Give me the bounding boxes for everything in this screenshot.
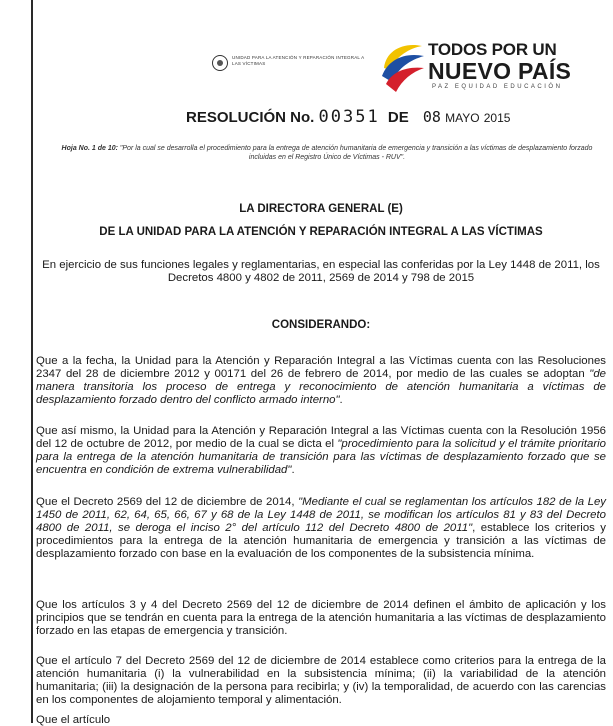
paragraph-2 <box>36 425 606 477</box>
resolution-day: 08 <box>422 108 441 126</box>
unit-name-text: UNIDAD PARA LA ATENCIÓN Y REPARACIÓN INTEGRAL A LAS VÍCTIMAS <box>232 55 365 66</box>
sheet-caption <box>48 144 606 162</box>
logo-line-2: NUEVO PAÍS <box>428 58 572 84</box>
sheet-text: "Por la cual se desarrolla el procedimiento para la entrega de atención humanitaria de emergencia y transición a las víctimas de desplazamiento forzado incluidas en el Registro Único de Víctimas - RUV". <box>119 145 593 161</box>
government-logo-icon <box>378 36 428 96</box>
preamble-paragraph: En ejercicio de sus funciones legales y reglamentarias, en especial las conferidas por la Ley 1448 de 2011, los Decretos 4800 y 4802 de 2011, 2569 de 2014 y 798 de 2015 <box>42 259 600 284</box>
paragraph-3-quote: "Mediante el cual se reglamentan los artículos 182 de la Ley 1450 de 2011, 62, 64, 65, 66, 67 y 68 de la Ley 1448 de 2011, se modifican los artículos 81 y 83 del Decreto 4800 de 2011, se deroga el inciso 2° del artículo 112 del Decreto 4800 de 2011" <box>36 496 606 534</box>
resolution-de-label: DE <box>387 109 409 126</box>
paragraph-5: Que el artículo 7 del Decreto 2569 del 12 de diciembre de 2014 establece como criterios para la entrega de la atención humanitaria (i) la vulnerabilidad en la subsistencia mínima; (ii) la variabilidad de la atención humanitaria; (iii) la designación de la persona para recibirla; y (iv) la temporalidad, de acuerdo con las carencias en los componentes de alojamiento temporal y alimentación. <box>36 655 606 706</box>
logo-tagline: PAZ EQUIDAD EDUCACIÓN <box>432 84 563 90</box>
logo-line-1: TODOS POR UN <box>428 40 557 59</box>
paragraph-3-text: Que el Decreto 2569 del 12 de diciembre de 2014, <box>36 496 299 508</box>
resolution-label: RESOLUCIÓN No. <box>186 109 315 126</box>
resolution-month: MAYO <box>445 111 480 125</box>
heading-unit: DE LA UNIDAD PARA LA ATENCIÓN Y REPARACIÓN INTEGRAL A LAS VÍCTIMAS <box>99 226 543 238</box>
paragraph-1 <box>36 355 606 407</box>
coat-of-arms-icon <box>212 55 228 71</box>
heading-director: LA DIRECTORA GENERAL (E) <box>239 203 403 215</box>
resolution-year: 2015 <box>483 111 511 125</box>
paragraph-1-text: Que a la fecha, la Unidad para la Atención y Reparación Integral a las Víctimas cuenta con las Resoluciones 2347 del 28 de diciembre 2012 y 00171 del 26 de febrero de 2014, por medio de las cuales se adoptan <box>36 355 606 380</box>
paragraph-2-end: . <box>291 464 295 476</box>
paragraph-6-start: Que el artículo <box>36 714 111 726</box>
page-left-border <box>31 0 33 723</box>
paragraph-4: Que los artículos 3 y 4 del Decreto 2569 del 12 de diciembre de 2014 definen el ámbito de aplicación y los principios que se tendrán en cuenta para la entrega de la atención humanitaria a las víctimas de desplazamiento forzado en las etapas de emergencia y transición. <box>36 599 606 637</box>
resolution-number: 00351 <box>318 107 380 127</box>
paragraph-2-text: Que así mismo, la Unidad para la Atención y Reparación Integral a las Víctimas cuenta con la Resolución 1956 del 12 de octubre de 2012, por medio de la cual se dicta el <box>36 425 606 450</box>
paragraph-1-quote: "de manera transitoria los proceso de entrega y reconocimiento de atención humanitaria a víctimas de desplazamiento forzado dentro del conflicto armado interno" <box>36 368 606 406</box>
resolution-line <box>186 107 510 127</box>
paragraph-2-quote: "procedimiento para la solicitud y el trámite prioritario para la entrega de la atención humanitaria de transición para las víctimas de desplazamiento forzado que se encuentra en condición de extrema vulnerabilidad" <box>36 438 606 476</box>
paragraph-1-end: . <box>339 394 343 406</box>
paragraph-3 <box>36 496 606 561</box>
document-header <box>40 28 605 98</box>
paragraph-3-end: , establece los criterios y procedimientos para la entrega de la atención humanitaria de emergencia y transición a las víctimas de desplazamiento forzado con base en la evaluación de los componentes de la subsistencia mínima. <box>36 522 606 560</box>
heading-considerando: CONSIDERANDO: <box>271 319 371 331</box>
sheet-label: Hoja No. 1 de 10: <box>61 145 118 152</box>
